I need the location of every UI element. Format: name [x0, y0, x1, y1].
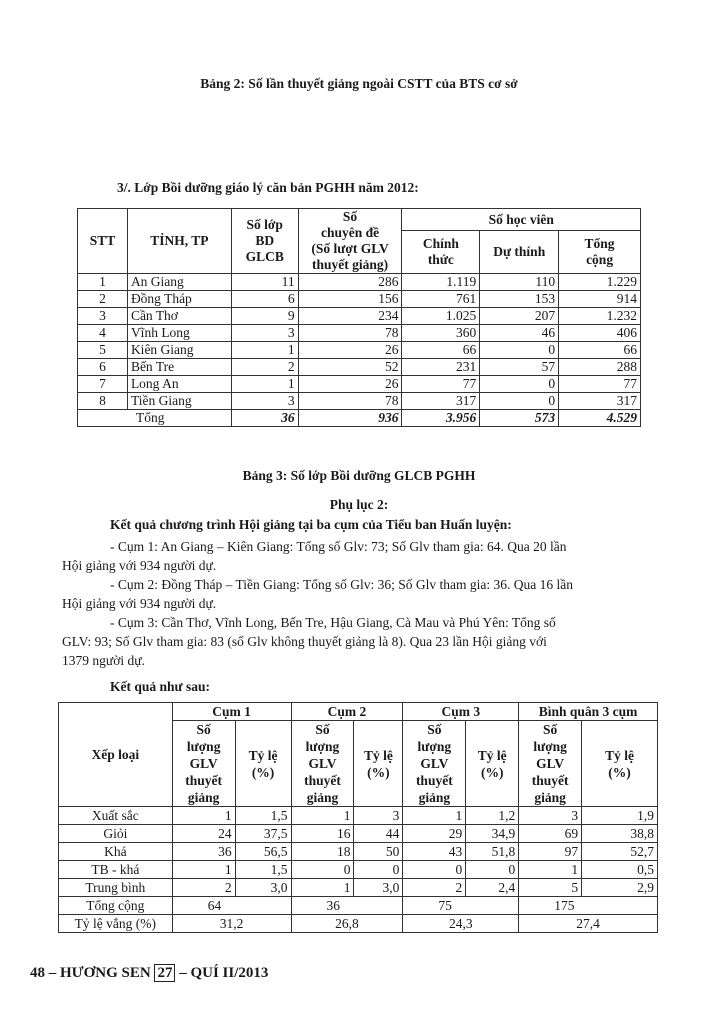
cell-count: 1: [172, 807, 235, 825]
cell-count: 18: [291, 843, 354, 861]
cell-count: 1: [291, 879, 354, 897]
cell-province: Đồng Tháp: [127, 291, 231, 308]
cell-count: 16: [291, 825, 354, 843]
total-group-3: 75: [403, 897, 519, 915]
table-row: [78, 359, 641, 376]
table-row: [59, 807, 658, 825]
total-average: 175: [519, 897, 658, 915]
cell-audit: 57: [480, 359, 559, 376]
table-row: [78, 291, 641, 308]
absence-label: Tỷ lệ vắng (%): [59, 915, 173, 933]
absence-group-3: 24,3: [403, 915, 519, 933]
table-row: [78, 308, 641, 325]
cell-percent: 37,5: [235, 825, 291, 843]
cell-percent: 0,5: [582, 861, 658, 879]
cell-official: 231: [402, 359, 480, 376]
cell-province: Cần Thơ: [127, 308, 231, 325]
table2-caption: Bảng 2: Số lần thuyết giảng ngoài CSTT của BTS cơ sở: [200, 76, 518, 91]
total-official: 3.956: [402, 410, 480, 427]
absence-group-2: 26,8: [291, 915, 403, 933]
total-group-1: 64: [172, 897, 291, 915]
cell-classes: 9: [231, 308, 298, 325]
col-audit: Dự thính: [480, 231, 559, 274]
cell-percent: 44: [354, 825, 403, 843]
cell-audit: 0: [480, 393, 559, 410]
cell-percent: 1,5: [235, 807, 291, 825]
cell-classes: 2: [231, 359, 298, 376]
cell-count: 24: [172, 825, 235, 843]
total-label: Tổng: [78, 410, 232, 427]
col-count: Số lượng GLV thuyết giảng: [519, 721, 582, 807]
cluster-1-paragraph: - Cụm 1: An Giang – Kiên Giang: Tổng số Glv: 73; Số Glv tham gia: 64. Qua 20 lần Hội giảng với 934 người dự.: [62, 539, 567, 573]
col-count: Số lượng GLV thuyết giảng: [172, 721, 235, 807]
cell-classes: 3: [231, 325, 298, 342]
group-average: Bình quân 3 cụm: [519, 703, 658, 721]
cell-official: 66: [402, 342, 480, 359]
cell-percent: 52,7: [582, 843, 658, 861]
absence-average: 27,4: [519, 915, 658, 933]
cell-province: An Giang: [127, 274, 231, 291]
group-1: Cụm 1: [172, 703, 291, 721]
cell-count: 69: [519, 825, 582, 843]
cell-count: 36: [172, 843, 235, 861]
table-row: [78, 274, 641, 291]
group-3: Cụm 3: [403, 703, 519, 721]
cell-topics: 156: [298, 291, 402, 308]
cell-percent: 1,5: [235, 861, 291, 879]
total-topics: 936: [298, 410, 402, 427]
table-total-row: [78, 410, 641, 427]
magazine-name: – HƯƠNG SEN: [48, 965, 151, 981]
cell-classes: 1: [231, 342, 298, 359]
col-percent: Tỷ lệ (%): [466, 721, 519, 807]
cell-rank: Xuất sắc: [59, 807, 173, 825]
total-audit: 573: [480, 410, 559, 427]
cell-rank: TB - khá: [59, 861, 173, 879]
cell-count: 43: [403, 843, 466, 861]
cell-stt: 2: [78, 291, 128, 308]
issue-number: 27: [154, 964, 175, 982]
appendix-subtitle: Kết quả chương trình Hội giảng tại ba cụm của Tiểu ban Huấn luyện:: [110, 517, 512, 532]
cell-province: Long An: [127, 376, 231, 393]
table-row: [59, 843, 658, 861]
col-percent: Tỷ lệ (%): [235, 721, 291, 807]
quarter-label: – QUÍ II/2013: [179, 965, 269, 981]
section3-title: 3/. Lớp Bồi dưỡng giáo lý căn bản PGHH năm 2012:: [117, 180, 419, 195]
cell-count: 2: [172, 879, 235, 897]
col-official: Chính thức: [402, 231, 480, 274]
cell-stt: 8: [78, 393, 128, 410]
cell-count: 0: [403, 861, 466, 879]
cell-percent: 56,5: [235, 843, 291, 861]
cell-percent: 50: [354, 843, 403, 861]
cell-official: 1.025: [402, 308, 480, 325]
cell-province: Bến Tre: [127, 359, 231, 376]
cell-percent: 0: [466, 861, 519, 879]
table3-caption: Bảng 3: Số lớp Bồi dưỡng GLCB PGHH: [242, 468, 476, 483]
cell-official: 77: [402, 376, 480, 393]
cell-classes: 6: [231, 291, 298, 308]
results-title: Kết quả như sau:: [110, 679, 211, 694]
appendix-title: Phụ lục 2:: [329, 497, 389, 512]
cell-count: 3: [519, 807, 582, 825]
cell-total: 1.229: [559, 274, 641, 291]
cell-official: 317: [402, 393, 480, 410]
col-count: Số lượng GLV thuyết giảng: [291, 721, 354, 807]
table-total-row: [59, 897, 658, 915]
cell-count: 1: [403, 807, 466, 825]
cell-topics: 52: [298, 359, 402, 376]
col-count: Số lượng GLV thuyết giảng: [403, 721, 466, 807]
cluster-3-paragraph: - Cụm 3: Cần Thơ, Vĩnh Long, Bến Tre, Hậu Giang, Cà Mau và Phú Yên: Tổng số GLV: 93; Số Glv tham gia: 83 (số Glv không thuyết giảng là 8). Qua 23 lần Hội giảng với 1379 người dự.: [62, 615, 556, 668]
cell-topics: 26: [298, 376, 402, 393]
cell-percent: 1,2: [466, 807, 519, 825]
cell-percent: 2,4: [466, 879, 519, 897]
table-row: [59, 861, 658, 879]
cell-count: 1: [172, 861, 235, 879]
total-classes: 36: [231, 410, 298, 427]
cell-audit: 46: [480, 325, 559, 342]
cell-count: 0: [291, 861, 354, 879]
cell-percent: 3: [354, 807, 403, 825]
cell-classes: 11: [231, 274, 298, 291]
class-table: [77, 208, 641, 427]
cell-percent: 3,0: [354, 879, 403, 897]
col-stt: STT: [78, 209, 128, 274]
page-number: 48: [30, 965, 45, 981]
cell-percent: 51,8: [466, 843, 519, 861]
cell-stt: 5: [78, 342, 128, 359]
cell-stt: 1: [78, 274, 128, 291]
table-row: [78, 325, 641, 342]
cell-topics: 26: [298, 342, 402, 359]
cell-audit: 110: [480, 274, 559, 291]
col-students: Số học viên: [402, 209, 641, 231]
cell-count: 1: [519, 861, 582, 879]
cell-total: 317: [559, 393, 641, 410]
cell-audit: 0: [480, 376, 559, 393]
cell-rank: Trung bình: [59, 879, 173, 897]
cell-province: Vĩnh Long: [127, 325, 231, 342]
cell-total: 406: [559, 325, 641, 342]
cell-total: 66: [559, 342, 641, 359]
table-row: [78, 393, 641, 410]
cell-classes: 3: [231, 393, 298, 410]
cell-province: Tiền Giang: [127, 393, 231, 410]
cell-audit: 153: [480, 291, 559, 308]
cell-count: 2: [403, 879, 466, 897]
col-classes: Số lớp BD GLCB: [231, 209, 298, 274]
col-province: TỈNH, TP: [127, 209, 231, 274]
col-percent: Tỷ lệ (%): [354, 721, 403, 807]
cell-stt: 4: [78, 325, 128, 342]
cell-total: 288: [559, 359, 641, 376]
group-2: Cụm 2: [291, 703, 403, 721]
cell-total: 914: [559, 291, 641, 308]
cell-audit: 207: [480, 308, 559, 325]
cell-topics: 78: [298, 325, 402, 342]
cell-rank: Giỏi: [59, 825, 173, 843]
absence-group-1: 31,2: [172, 915, 291, 933]
absence-row: [59, 915, 658, 933]
cell-percent: 0: [354, 861, 403, 879]
cell-total: 77: [559, 376, 641, 393]
table-row: [59, 825, 658, 843]
cell-stt: 6: [78, 359, 128, 376]
table-row: [78, 376, 641, 393]
total-total: 4.529: [559, 410, 641, 427]
cell-audit: 0: [480, 342, 559, 359]
total-label: Tổng cộng: [59, 897, 173, 915]
total-group-2: 36: [291, 897, 403, 915]
col-rank: Xếp loại: [59, 703, 173, 807]
cell-count: 1: [291, 807, 354, 825]
cell-percent: 34,9: [466, 825, 519, 843]
cell-count: 29: [403, 825, 466, 843]
cell-count: 97: [519, 843, 582, 861]
cell-percent: 1,9: [582, 807, 658, 825]
cell-rank: Khá: [59, 843, 173, 861]
col-topics: Số chuyên đề (Số lượt GLV thuyết giảng): [298, 209, 402, 274]
cell-classes: 1: [231, 376, 298, 393]
cell-stt: 7: [78, 376, 128, 393]
cell-topics: 286: [298, 274, 402, 291]
cell-topics: 234: [298, 308, 402, 325]
cell-official: 761: [402, 291, 480, 308]
cell-official: 360: [402, 325, 480, 342]
cell-total: 1.232: [559, 308, 641, 325]
col-percent: Tỷ lệ (%): [582, 721, 658, 807]
cell-percent: 3,0: [235, 879, 291, 897]
cell-official: 1.119: [402, 274, 480, 291]
table-row: [78, 342, 641, 359]
cell-count: 5: [519, 879, 582, 897]
cluster-2-paragraph: - Cụm 2: Đồng Tháp – Tiền Giang: Tổng số Glv: 36; Số Glv tham gia: 36. Qua 16 lần Hội giảng với 934 người dự.: [62, 577, 573, 611]
cell-percent: 2,9: [582, 879, 658, 897]
results-table: [58, 702, 658, 933]
cell-stt: 3: [78, 308, 128, 325]
cell-percent: 38,8: [582, 825, 658, 843]
cell-topics: 78: [298, 393, 402, 410]
cell-province: Kiên Giang: [127, 342, 231, 359]
page-footer: [30, 965, 268, 982]
col-total: Tổng cộng: [559, 231, 641, 274]
table-row: [59, 879, 658, 897]
